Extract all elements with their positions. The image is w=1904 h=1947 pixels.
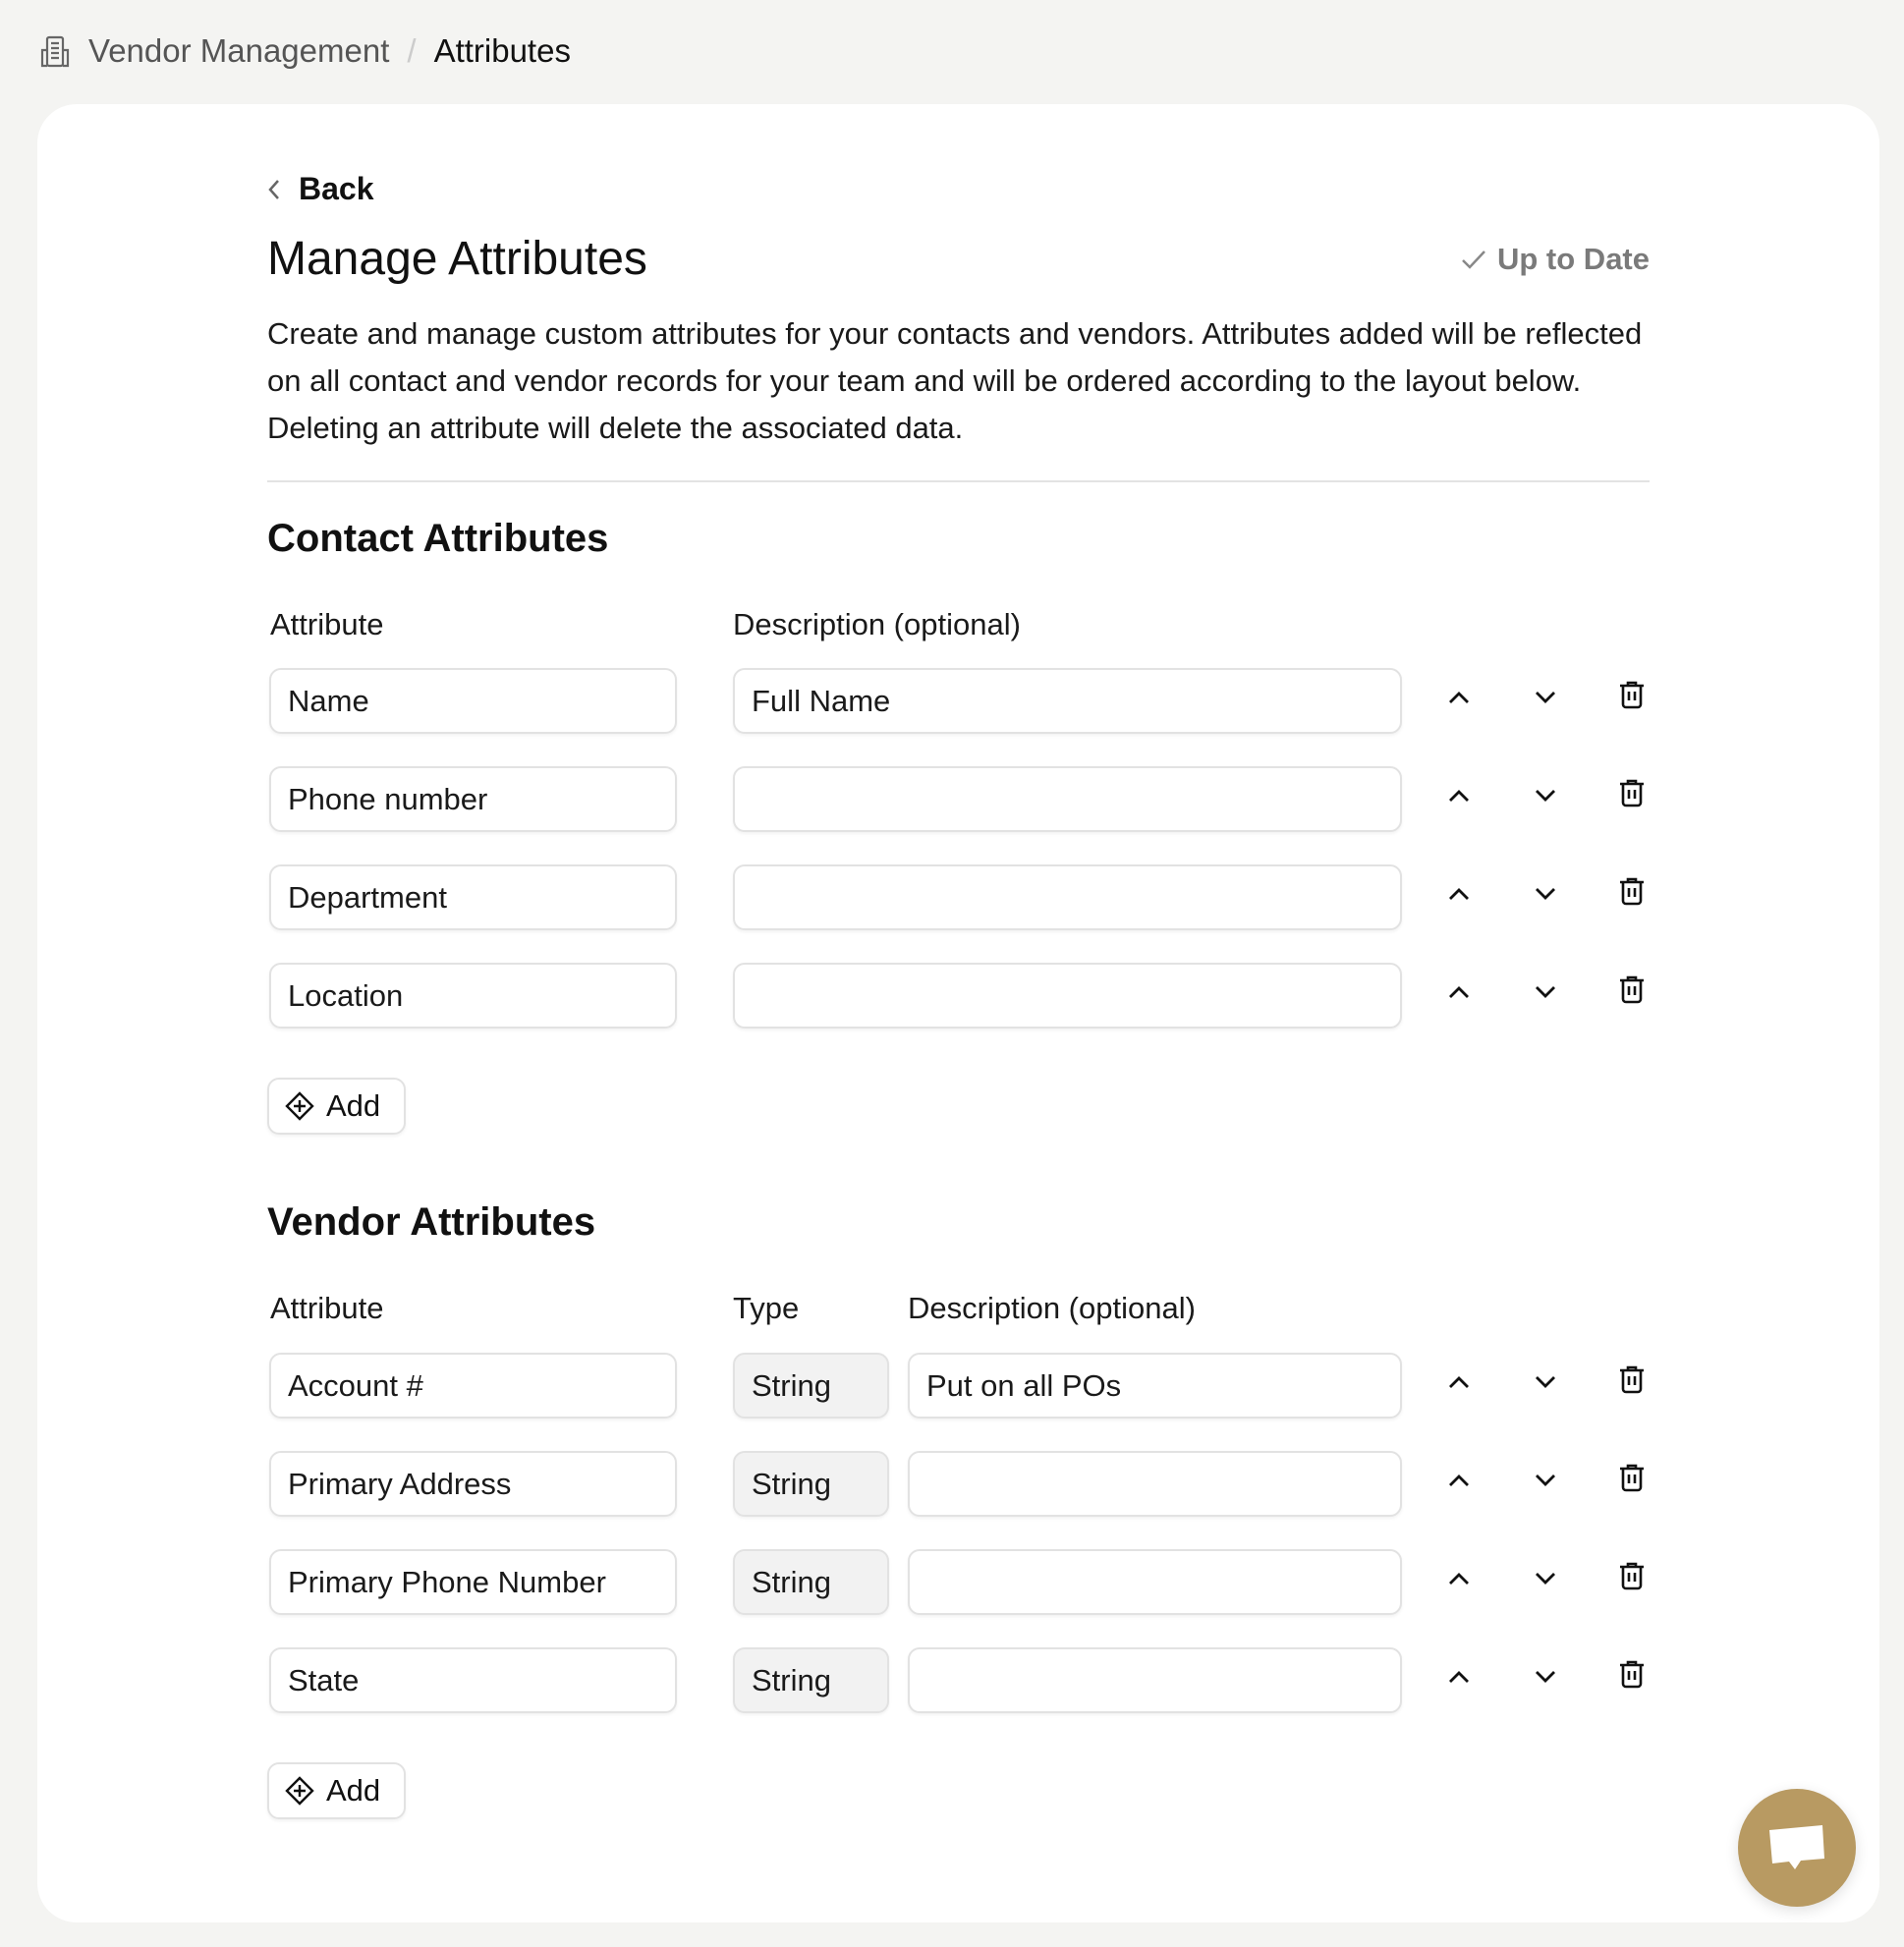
page-title: Manage Attributes [267,233,647,285]
breadcrumb-vendor-management[interactable]: Vendor Management [88,32,390,69]
contact-attribute-input[interactable]: Department [269,864,677,930]
chevron-up-icon [1448,985,1470,999]
delete-button[interactable] [1612,1360,1652,1399]
chevron-down-icon [1535,1670,1556,1684]
move-down-button[interactable] [1526,973,1565,1012]
move-down-button[interactable] [1526,874,1565,914]
vendor-type-field: String [733,1451,889,1517]
trash-icon [1619,1561,1645,1590]
chat-bubble-icon [1767,1822,1826,1873]
vendor-description-input[interactable]: Put on all POs [908,1353,1402,1419]
move-down-button[interactable] [1526,1363,1565,1402]
move-down-button[interactable] [1526,678,1565,717]
chevron-down-icon [1535,1375,1556,1389]
contact-attribute-input[interactable]: Name [269,668,677,734]
chevron-left-icon [267,178,281,201]
contact-attribute-input[interactable]: Phone number [269,766,677,832]
chevron-down-icon [1535,789,1556,803]
add-label: Add [326,1773,381,1808]
chevron-down-icon [1535,887,1556,901]
contact-description-input[interactable] [733,963,1402,1029]
move-up-button[interactable] [1439,1559,1479,1598]
delete-button[interactable] [1612,1556,1652,1595]
chevron-down-icon [1535,1474,1556,1487]
vendor-attribute-input[interactable]: Primary Address [269,1451,677,1517]
add-diamond-icon [285,1776,314,1806]
move-up-button[interactable] [1439,1657,1479,1697]
vendor-description-input[interactable] [908,1647,1402,1713]
vendor-attribute-input[interactable]: State [269,1647,677,1713]
chevron-up-icon [1448,1572,1470,1585]
chevron-up-icon [1448,789,1470,803]
chevron-down-icon [1535,691,1556,704]
page-description: Create and manage custom attributes for your contacts and vendors. Attributes added will be reflected on all contact and vendor records for your team and will be ordered according to the layout below. Deleting an attribute will delete the associated data. [267,316,1643,445]
contact-attribute-input[interactable]: Location [269,963,677,1029]
trash-icon [1619,1659,1645,1689]
move-up-button[interactable] [1439,1461,1479,1500]
move-up-button[interactable] [1439,776,1479,815]
move-up-button[interactable] [1439,874,1479,914]
move-up-button[interactable] [1439,973,1479,1012]
move-down-button[interactable] [1526,1559,1565,1598]
vendor-col-type: Type [733,1291,800,1325]
vendor-col-attribute: Attribute [270,1291,384,1325]
main-card [37,104,1879,1922]
trash-icon [1619,1364,1645,1394]
vendor-attribute-input[interactable]: Account # [269,1353,677,1419]
chevron-up-icon [1448,1670,1470,1684]
move-up-button[interactable] [1439,678,1479,717]
delete-button[interactable] [1612,871,1652,911]
check-icon [1460,248,1487,271]
delete-button[interactable] [1612,970,1652,1009]
breadcrumb [37,29,571,73]
vendor-description-input[interactable] [908,1451,1402,1517]
chevron-up-icon [1448,1375,1470,1389]
vendor-type-field: String [733,1647,889,1713]
move-down-button[interactable] [1526,776,1565,815]
divider [267,480,1650,482]
chevron-down-icon [1535,985,1556,999]
vendor-attributes-heading: Vendor Attributes [267,1200,596,1244]
trash-icon [1619,974,1645,1004]
vendor-description-input[interactable] [908,1549,1402,1615]
vendor-col-description: Description (optional) [908,1291,1196,1325]
chevron-up-icon [1448,1474,1470,1487]
trash-icon [1619,680,1645,709]
add-diamond-icon [285,1091,314,1121]
contact-col-description: Description (optional) [733,607,1021,641]
vendor-add-button[interactable] [267,1762,406,1819]
trash-icon [1619,876,1645,906]
back-label: Back [299,171,374,206]
add-label: Add [326,1088,381,1123]
delete-button[interactable] [1612,1458,1652,1497]
contact-col-attribute: Attribute [270,607,384,641]
contact-add-button[interactable] [267,1078,406,1135]
breadcrumb-separator: / [407,32,417,69]
move-down-button[interactable] [1526,1657,1565,1697]
contact-description-input[interactable] [733,766,1402,832]
delete-button[interactable] [1612,1654,1652,1694]
back-button[interactable] [267,171,374,207]
contact-attributes-heading: Contact Attributes [267,517,609,560]
contact-description-input[interactable]: Full Name [733,668,1402,734]
status-indicator [1460,242,1650,277]
delete-button[interactable] [1612,773,1652,812]
trash-icon [1619,778,1645,807]
chevron-down-icon [1535,1572,1556,1585]
delete-button[interactable] [1612,675,1652,714]
status-text: Up to Date [1497,242,1650,276]
vendor-attribute-input[interactable]: Primary Phone Number [269,1549,677,1615]
contact-description-input[interactable] [733,864,1402,930]
chevron-up-icon [1448,887,1470,901]
vendor-type-field: String [733,1353,889,1419]
move-down-button[interactable] [1526,1461,1565,1500]
chevron-up-icon [1448,691,1470,704]
move-up-button[interactable] [1439,1363,1479,1402]
breadcrumb-current: Attributes [433,32,571,69]
trash-icon [1619,1463,1645,1492]
chat-button[interactable] [1738,1789,1856,1907]
vendor-type-field: String [733,1549,889,1615]
building-icon [39,34,71,68]
